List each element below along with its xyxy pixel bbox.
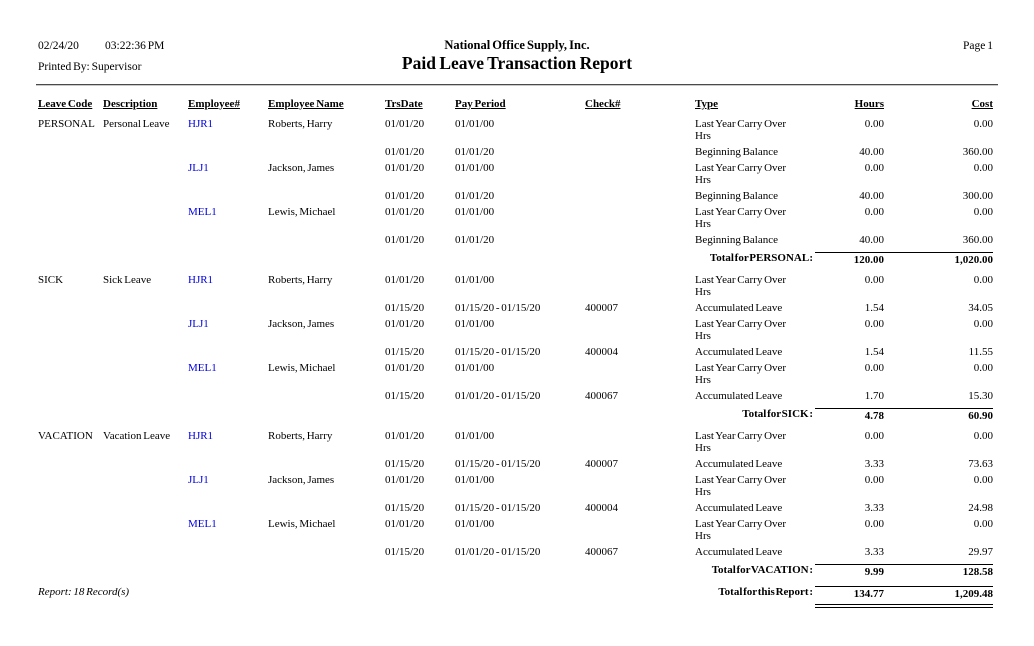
table-header-row [38, 98, 993, 110]
cell-employee-name: Roberts, Harry [268, 274, 333, 286]
cell-check-no [585, 474, 695, 498]
cell-employee-name: Lewis, Michael [268, 518, 336, 530]
cell-employee-name: Roberts, Harry [268, 430, 333, 442]
group-total-hours: 9.99 [815, 564, 884, 578]
spacer [38, 564, 585, 578]
group-total-cost: 128.58 [884, 564, 993, 578]
cell-cost: 0.00 [973, 274, 993, 286]
cell-cost: 0.00 [973, 430, 993, 442]
cell-cost: 24.98 [968, 502, 993, 514]
cell-description [103, 190, 188, 202]
report-total-row [38, 586, 993, 600]
cell-cost: 360.00 [962, 234, 993, 246]
cell-pay-period: 01/15/20 - 01/15/20 [455, 346, 541, 358]
col-header-hours: Hours [854, 98, 884, 110]
table-row [38, 190, 993, 202]
cell-check-no: 400004 [585, 502, 618, 514]
cell-trs-date: 01/01/20 [385, 430, 425, 442]
col-header-description: Description [103, 98, 158, 110]
cell-leave-code [38, 162, 103, 186]
table-row [38, 458, 993, 470]
cell-trs-date: 01/15/20 [385, 546, 425, 558]
cell-check-no [585, 118, 695, 142]
group-total-label: Total for PERSONAL : [709, 252, 813, 264]
cell-cost: 34.05 [968, 302, 993, 314]
group-total-row [38, 562, 993, 578]
group-total-cost: 1,020.00 [884, 252, 993, 266]
cell-leave-code [38, 502, 103, 514]
group-total-label: Total for SICK : [742, 408, 813, 420]
cell-hours: 1.54 [864, 302, 884, 314]
grand-total-underline-row [38, 604, 993, 608]
table-row [38, 318, 993, 342]
group-total-row [38, 406, 993, 422]
cell-leave-code [38, 206, 103, 230]
cell-trs-date: 01/01/20 [385, 146, 425, 158]
cell-check-no: 400007 [585, 302, 618, 314]
cell-pay-period: 01/01/00 [455, 206, 495, 218]
cell-description [103, 318, 188, 342]
cell-hours: 3.33 [864, 502, 884, 514]
cell-cost: 15.30 [968, 390, 993, 402]
cell-check-no: 400067 [585, 390, 618, 402]
employee-id-link [188, 502, 268, 514]
cell-cost: 360.00 [962, 146, 993, 158]
cell-hours: 0.00 [864, 362, 884, 374]
report-total-hours: 134.77 [815, 586, 884, 600]
cell-pay-period: 01/15/20 - 01/15/20 [455, 302, 541, 314]
cell-check-no [585, 190, 695, 202]
cell-trs-date: 01/01/20 [385, 206, 425, 218]
cell-trs-date: 01/01/20 [385, 234, 425, 246]
cell-pay-period: 01/15/20 - 01/15/20 [455, 502, 541, 514]
double-rule-hours [815, 604, 884, 608]
cell-cost: 0.00 [973, 118, 993, 130]
record-count-note: Report: 18 Record(s) [38, 586, 130, 598]
cell-description [103, 502, 188, 514]
report-total-label: Total for this Report : [718, 586, 813, 598]
cell-cost: 11.55 [968, 346, 993, 358]
cell-check-no [585, 518, 695, 542]
cell-cost: 300.00 [962, 190, 993, 202]
cell-hours: 0.00 [864, 318, 884, 330]
cell-employee-name: Lewis, Michael [268, 362, 336, 374]
cell-trs-date: 01/01/20 [385, 318, 425, 330]
cell-trs-date: 01/15/20 [385, 302, 425, 314]
cell-leave-code: PERSONAL [38, 118, 95, 130]
employee-id-link[interactable]: MEL1 [188, 206, 217, 218]
cell-leave-code [38, 390, 103, 402]
cell-employee-name: Jackson, James [268, 318, 335, 330]
table-row [38, 502, 993, 514]
cell-hours: 0.00 [864, 206, 884, 218]
cell-type: Accumulated Leave [695, 546, 783, 558]
cell-leave-code [38, 190, 103, 202]
cell-description [103, 162, 188, 186]
group-total-hours: 4.78 [815, 408, 884, 422]
report-total-cost: 1,209.48 [884, 586, 993, 600]
cell-check-no [585, 234, 695, 246]
cell-hours: 0.00 [864, 430, 884, 442]
col-header-check-no: Check# [585, 98, 621, 110]
cell-pay-period: 01/01/00 [455, 162, 495, 174]
cell-cost: 73.63 [968, 458, 993, 470]
table-body [38, 118, 993, 578]
cell-leave-code: SICK [38, 274, 64, 286]
table-row [38, 274, 993, 298]
col-header-trs-date: TrsDate [385, 98, 423, 110]
header-rule [36, 84, 998, 86]
cell-type: Beginning Balance [695, 190, 779, 202]
cell-leave-code [38, 318, 103, 342]
cell-description [103, 474, 188, 498]
col-header-employee-id: Employee# [188, 98, 240, 110]
employee-id-link [188, 190, 268, 202]
cell-pay-period: 01/01/00 [455, 518, 495, 530]
double-rule-cost [884, 604, 993, 608]
cell-employee-name: Jackson, James [268, 162, 335, 174]
cell-pay-period: 01/01/00 [455, 430, 495, 442]
cell-cost: 0.00 [973, 474, 993, 486]
cell-type: Beginning Balance [695, 146, 779, 158]
table-row [38, 162, 993, 186]
cell-type: Last Year Carry Over Hrs [695, 118, 787, 142]
cell-leave-code [38, 346, 103, 358]
cell-trs-date: 01/01/20 [385, 274, 425, 286]
table-row [38, 546, 993, 558]
table-row [38, 474, 993, 498]
cell-hours: 0.00 [864, 518, 884, 530]
cell-pay-period: 01/01/00 [455, 318, 495, 330]
cell-type: Last Year Carry Over Hrs [695, 274, 787, 298]
cell-cost: 29.97 [968, 546, 993, 558]
group-total-label: Total for VACATION : [711, 564, 813, 576]
employee-id-link [188, 390, 268, 402]
print-date: 02/24/20 [38, 40, 79, 52]
printed-by: Printed By: Supervisor [38, 61, 142, 73]
employee-id-link [188, 346, 268, 358]
cell-type: Accumulated Leave [695, 458, 783, 470]
cell-employee-name [268, 390, 385, 402]
report-title: Paid Leave Transaction Report [401, 53, 633, 73]
cell-description [103, 346, 188, 358]
cell-trs-date: 01/15/20 [385, 458, 425, 470]
cell-cost: 0.00 [973, 518, 993, 530]
employee-id-link[interactable]: MEL1 [188, 362, 217, 374]
cell-check-no [585, 162, 695, 186]
table-row [38, 362, 993, 386]
cell-description [103, 302, 188, 314]
cell-type: Accumulated Leave [695, 302, 783, 314]
cell-employee-name [268, 146, 385, 158]
table-row [38, 430, 993, 454]
cell-check-no [585, 274, 695, 298]
cell-pay-period: 01/01/20 [455, 234, 495, 246]
employee-id-link[interactable]: HJR1 [188, 430, 214, 442]
cell-check-no: 400007 [585, 458, 618, 470]
cell-leave-code: VACATION [38, 430, 93, 442]
cell-trs-date: 01/01/20 [385, 362, 425, 374]
cell-trs-date: 01/01/20 [385, 518, 425, 530]
cell-trs-date: 01/15/20 [385, 390, 425, 402]
cell-employee-name [268, 190, 385, 202]
cell-hours: 1.54 [864, 346, 884, 358]
cell-employee-name [268, 458, 385, 470]
cell-pay-period: 01/15/20 - 01/15/20 [455, 458, 541, 470]
cell-employee-name [268, 502, 385, 514]
cell-employee-name: Roberts, Harry [268, 118, 333, 130]
cell-type: Last Year Carry Over Hrs [695, 162, 787, 186]
cell-type: Accumulated Leave [695, 390, 783, 402]
employee-id-link[interactable]: JLJ1 [188, 162, 209, 174]
cell-leave-code [38, 518, 103, 542]
cell-trs-date: 01/15/20 [385, 346, 425, 358]
cell-hours: 3.33 [864, 546, 884, 558]
cell-hours: 0.00 [864, 162, 884, 174]
table-row [38, 118, 993, 142]
cell-type: Last Year Carry Over Hrs [695, 430, 787, 454]
cell-hours: 0.00 [864, 118, 884, 130]
table-row [38, 302, 993, 314]
cell-trs-date: 01/01/20 [385, 162, 425, 174]
cell-employee-name [268, 546, 385, 558]
cell-description [103, 546, 188, 558]
cell-leave-code [38, 146, 103, 158]
cell-pay-period: 01/01/20 - 01/15/20 [455, 546, 541, 558]
cell-hours: 1.70 [864, 390, 884, 402]
group-total-cost: 60.90 [884, 408, 993, 422]
table-row [38, 234, 993, 246]
cell-description: Vacation Leave [103, 430, 171, 442]
cell-check-no [585, 206, 695, 230]
cell-pay-period: 01/01/20 - 01/15/20 [455, 390, 541, 402]
cell-description [103, 458, 188, 470]
cell-description [103, 362, 188, 386]
cell-type: Last Year Carry Over Hrs [695, 362, 787, 386]
cell-check-no [585, 318, 695, 342]
employee-id-link [188, 546, 268, 558]
cell-employee-name [268, 302, 385, 314]
employee-id-link [188, 146, 268, 158]
col-header-leave-code: Leave Code [38, 98, 93, 110]
table-row [38, 206, 993, 230]
cell-description: Personal Leave [103, 118, 170, 130]
cell-employee-name: Jackson, James [268, 474, 335, 486]
cell-trs-date: 01/15/20 [385, 502, 425, 514]
table-row [38, 346, 993, 358]
cell-trs-date: 01/01/20 [385, 190, 425, 202]
spacer [38, 408, 585, 422]
cell-trs-date: 01/01/20 [385, 118, 425, 130]
cell-hours: 3.33 [864, 458, 884, 470]
col-header-cost: Cost [971, 98, 993, 110]
cell-check-no [585, 146, 695, 158]
cell-pay-period: 01/01/20 [455, 190, 495, 202]
cell-pay-period: 01/01/00 [455, 362, 495, 374]
cell-check-no [585, 430, 695, 454]
group-total-row [38, 250, 993, 266]
cell-type: Accumulated Leave [695, 502, 783, 514]
cell-leave-code [38, 362, 103, 386]
cell-type: Last Year Carry Over Hrs [695, 206, 787, 230]
cell-description [103, 518, 188, 542]
cell-trs-date: 01/01/20 [385, 474, 425, 486]
col-header-pay-period: Pay Period [455, 98, 506, 110]
cell-type: Last Year Carry Over Hrs [695, 518, 787, 542]
cell-check-no: 400067 [585, 546, 618, 558]
cell-description [103, 234, 188, 246]
report-table [38, 98, 993, 608]
employee-id-link[interactable]: JLJ1 [188, 474, 209, 486]
cell-leave-code [38, 458, 103, 470]
employee-id-link [188, 302, 268, 314]
cell-check-no [585, 362, 695, 386]
table-row [38, 518, 993, 542]
cell-cost: 0.00 [973, 362, 993, 374]
employee-id-link[interactable]: HJR1 [188, 274, 214, 286]
cell-type: Beginning Balance [695, 234, 779, 246]
cell-description [103, 206, 188, 230]
cell-cost: 0.00 [973, 206, 993, 218]
col-header-employee-name: Employee Name [268, 98, 344, 110]
cell-cost: 0.00 [973, 162, 993, 174]
employee-id-link [188, 458, 268, 470]
print-time: 03:22:36 PM [105, 40, 165, 52]
cell-check-no: 400004 [585, 346, 618, 358]
cell-description: Sick Leave [103, 274, 152, 286]
cell-description [103, 146, 188, 158]
cell-leave-code [38, 546, 103, 558]
employee-id-link[interactable]: JLJ1 [188, 318, 209, 330]
cell-pay-period: 01/01/00 [455, 118, 495, 130]
cell-leave-code [38, 234, 103, 246]
cell-hours: 40.00 [859, 190, 884, 202]
cell-leave-code [38, 302, 103, 314]
cell-hours: 40.00 [859, 234, 884, 246]
cell-hours: 0.00 [864, 274, 884, 286]
cell-cost: 0.00 [973, 318, 993, 330]
col-header-type: Type [695, 98, 719, 110]
spacer [38, 252, 585, 266]
cell-description [103, 390, 188, 402]
cell-type: Accumulated Leave [695, 346, 783, 358]
employee-id-link[interactable]: MEL1 [188, 518, 217, 530]
cell-employee-name [268, 234, 385, 246]
group-total-hours: 120.00 [815, 252, 884, 266]
cell-employee-name [268, 346, 385, 358]
company-name: National Office Supply, Inc. [444, 38, 590, 52]
cell-hours: 0.00 [864, 474, 884, 486]
cell-employee-name: Lewis, Michael [268, 206, 336, 218]
table-row [38, 146, 993, 158]
page-number: Page 1 [963, 40, 993, 52]
cell-leave-code [38, 474, 103, 498]
cell-pay-period: 01/01/20 [455, 146, 495, 158]
cell-hours: 40.00 [859, 146, 884, 158]
table-row [38, 390, 993, 402]
cell-type: Last Year Carry Over Hrs [695, 474, 787, 498]
employee-id-link [188, 234, 268, 246]
employee-id-link[interactable]: HJR1 [188, 118, 214, 130]
cell-type: Last Year Carry Over Hrs [695, 318, 787, 342]
cell-pay-period: 01/01/00 [455, 274, 495, 286]
cell-pay-period: 01/01/00 [455, 474, 495, 486]
